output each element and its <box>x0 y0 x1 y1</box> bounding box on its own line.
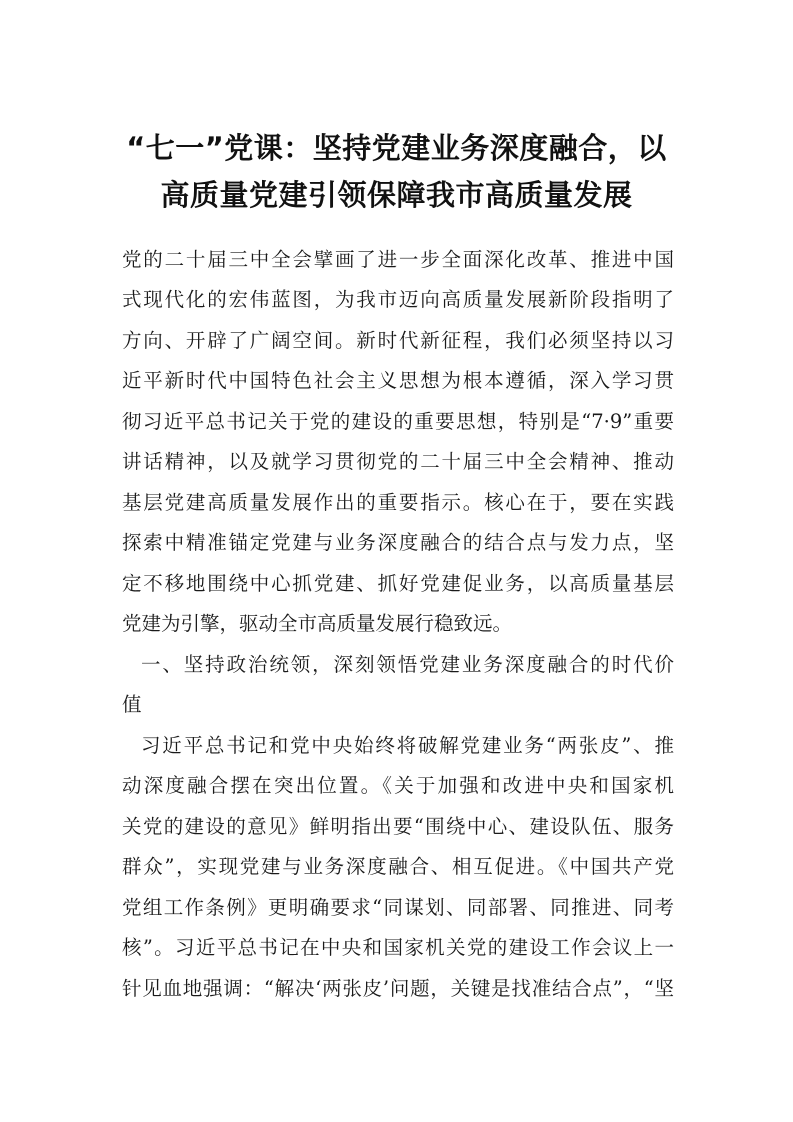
body-text-line: 党组工作条例》更明确要求“同谋划、同部署、同推进、同考 <box>122 896 674 919</box>
section-heading-line: 一、坚持政治统领，深刻领悟党建业务深度融合的时代价 <box>141 653 674 676</box>
body-text-line: 近平新时代中国特色社会主义思想为根本遵循，深入学习贯 <box>122 369 674 392</box>
body-text-line: 定不移地围绕中心抓党建、抓好党建促业务，以高质量基层 <box>122 572 674 595</box>
document-title-line-1: “七一”党课：坚持党建业务深度融合，以 <box>126 131 667 165</box>
body-text-line: 核”。习近平总书记在中央和国家机关党的建设工作会议上一 <box>122 936 674 959</box>
body-text-line: 式现代化的宏伟蓝图，为我市迈向高质量发展新阶段指明了 <box>122 288 674 311</box>
body-text-line: 党的二十届三中全会擘画了进一步全面深化改革、推进中国 <box>122 248 674 271</box>
section-heading-line: 值 <box>122 693 142 716</box>
body-text-line: 基层党建高质量发展作出的重要指示。核心在于，要在实践 <box>122 491 674 514</box>
body-text-line: 党建为引擎，驱动全市高质量发展行稳致远。 <box>122 612 513 635</box>
body-text-line: 群众”，实现党建与业务深度融合、相互促进。《中国共产党 <box>122 855 674 878</box>
body-text-line: 彻习近平总书记关于党的建设的重要思想，特别是“7·9”重要 <box>122 410 674 433</box>
body-text-line: 讲话精神，以及就学习贯彻党的二十届三中全会精神、推动 <box>122 450 674 473</box>
body-text-line: 方向、开辟了广阔空间。新时代新征程，我们必须坚持以习 <box>122 329 674 352</box>
body-text-line: 探索中精准锚定党建与业务深度融合的结合点与发力点，坚 <box>122 531 674 554</box>
document-title-line-2: 高质量党建引领保障我市高质量发展 <box>160 178 633 212</box>
body-text-line: 关党的建设的意见》鲜明指出要“围绕中心、建设队伍、服务 <box>122 815 674 838</box>
body-text-line: 动深度融合摆在突出位置。《关于加强和改进中央和国家机 <box>122 774 674 797</box>
body-text-line: 针见血地强调：“解决‘两张皮’问题，关键是找准结合点”，“坚 <box>122 977 674 1000</box>
body-text-line: 习近平总书记和党中央始终将破解党建业务“两张皮”、推 <box>141 734 674 757</box>
